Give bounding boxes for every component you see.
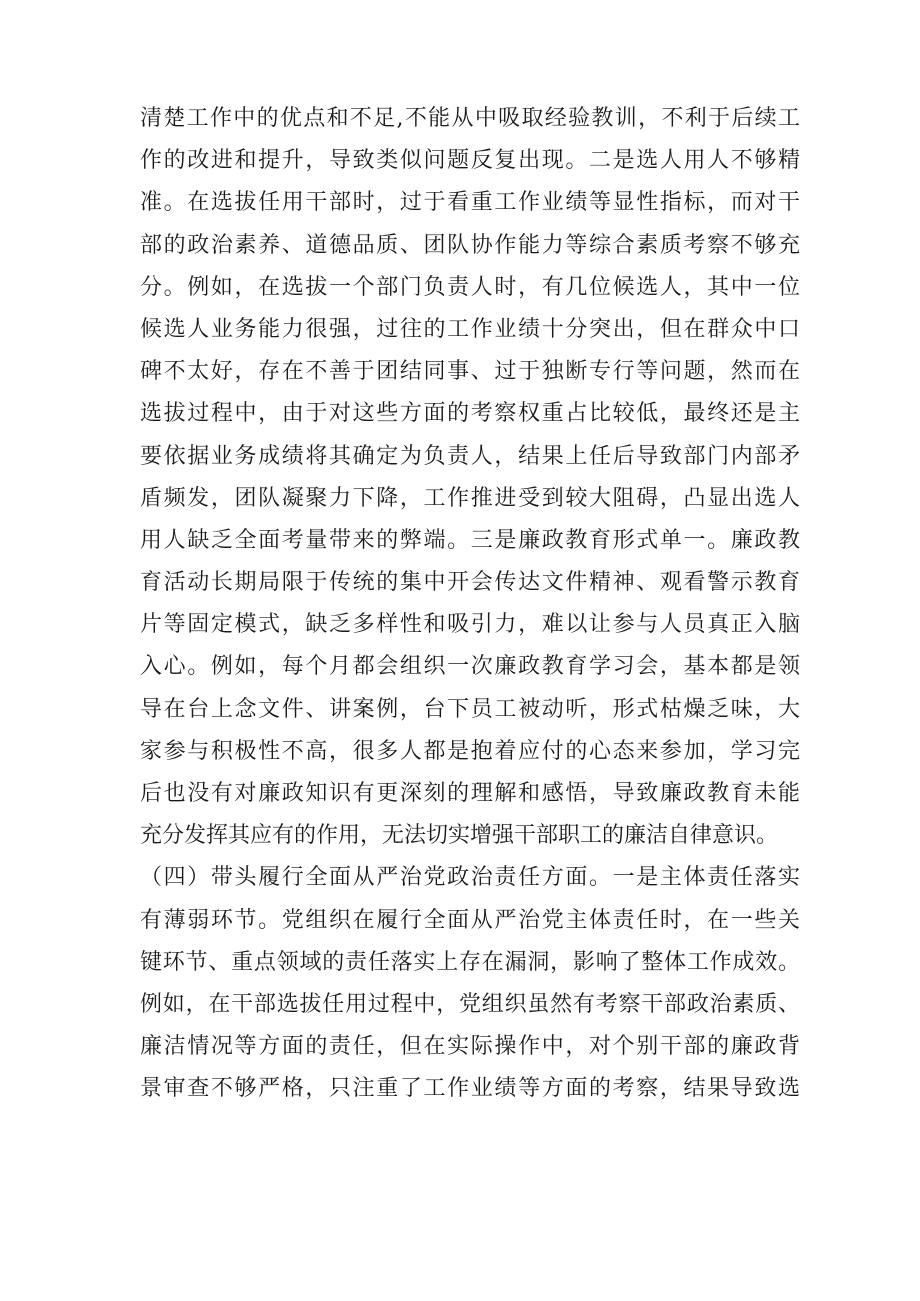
text-line: 分。例如，在选拔一个部门负责人时，有几位候选人，其中一位 <box>140 274 800 300</box>
text-line: 要依据业务成绩将其确定为负责人，结果上任后导致部门内部矛 <box>140 443 800 469</box>
text-line: 片等固定模式，缺乏多样性和吸引力，难以让参与人员真正入脑 <box>140 612 800 638</box>
text-line: 廉洁情况等方面的责任，但在实际操作中，对个别干部的廉政背 <box>140 1034 800 1060</box>
text-line: 例如，在干部选拔任用过程中，党组织虽然有考察干部政治素质、 <box>140 991 800 1017</box>
text-line: 用人缺乏全面考量带来的弊端。三是廉政教育形式单一。廉政教 <box>140 527 800 553</box>
text-line: 盾频发，团队凝聚力下降，工作推进受到较大阻碍，凸显出选人 <box>140 485 800 511</box>
text-line: 育活动长期局限于传统的集中开会传达文件精神、观看警示教育 <box>140 570 800 596</box>
text-line: 家参与积极性不高，很多人都是抱着应付的心态来参加，学习完 <box>140 738 800 764</box>
text-line: 键环节、重点领域的责任落实上存在漏洞，影响了整体工作成效。 <box>140 949 800 975</box>
text-line: 准。在选拔任用干部时，过于看重工作业绩等显性指标，而对干 <box>140 190 800 216</box>
body-text <box>140 98 800 1111</box>
text-line: 碑不太好，存在不善于团结同事、过于独断专行等问题，然而在 <box>140 359 800 385</box>
text-line: 入心。例如，每个月都会组织一次廉政教育学习会，基本都是领 <box>140 654 800 680</box>
text-line: 作的改进和提升，导致类似问题反复出现。二是选人用人不够精 <box>140 148 800 174</box>
text-line: 选拔过程中，由于对这些方面的考察权重占比较低，最终还是主 <box>140 401 800 427</box>
text-line: 部的政治素养、道德品质、团队协作能力等综合素质考察不够充 <box>140 232 800 258</box>
text-line: 充分发挥其应有的作用，无法切实增强干部职工的廉洁自律意识。 <box>140 823 779 849</box>
text-line: 后也没有对廉政知识有更深刻的理解和感悟，导致廉政教育未能 <box>140 781 800 806</box>
text-line: 清楚工作中的优点和不足,不能从中吸取经验教训，不利于后续工 <box>140 106 800 131</box>
text-line: 有薄弱环节。党组织在履行全面从严治党主体责任时，在一些关 <box>140 907 800 933</box>
section-heading-line: （四）带头履行全面从严治党政治责任方面。一是主体责任落实 <box>140 865 800 891</box>
text-line: 景审查不够严格，只注重了工作业绩等方面的考察，结果导致选 <box>140 1076 800 1102</box>
text-line: 导在台上念文件、讲案例，台下员工被动听，形式枯燥乏味，大 <box>140 696 800 722</box>
text-line: 候选人业务能力很强，过往的工作业绩十分突出，但在群众中口 <box>140 316 800 342</box>
